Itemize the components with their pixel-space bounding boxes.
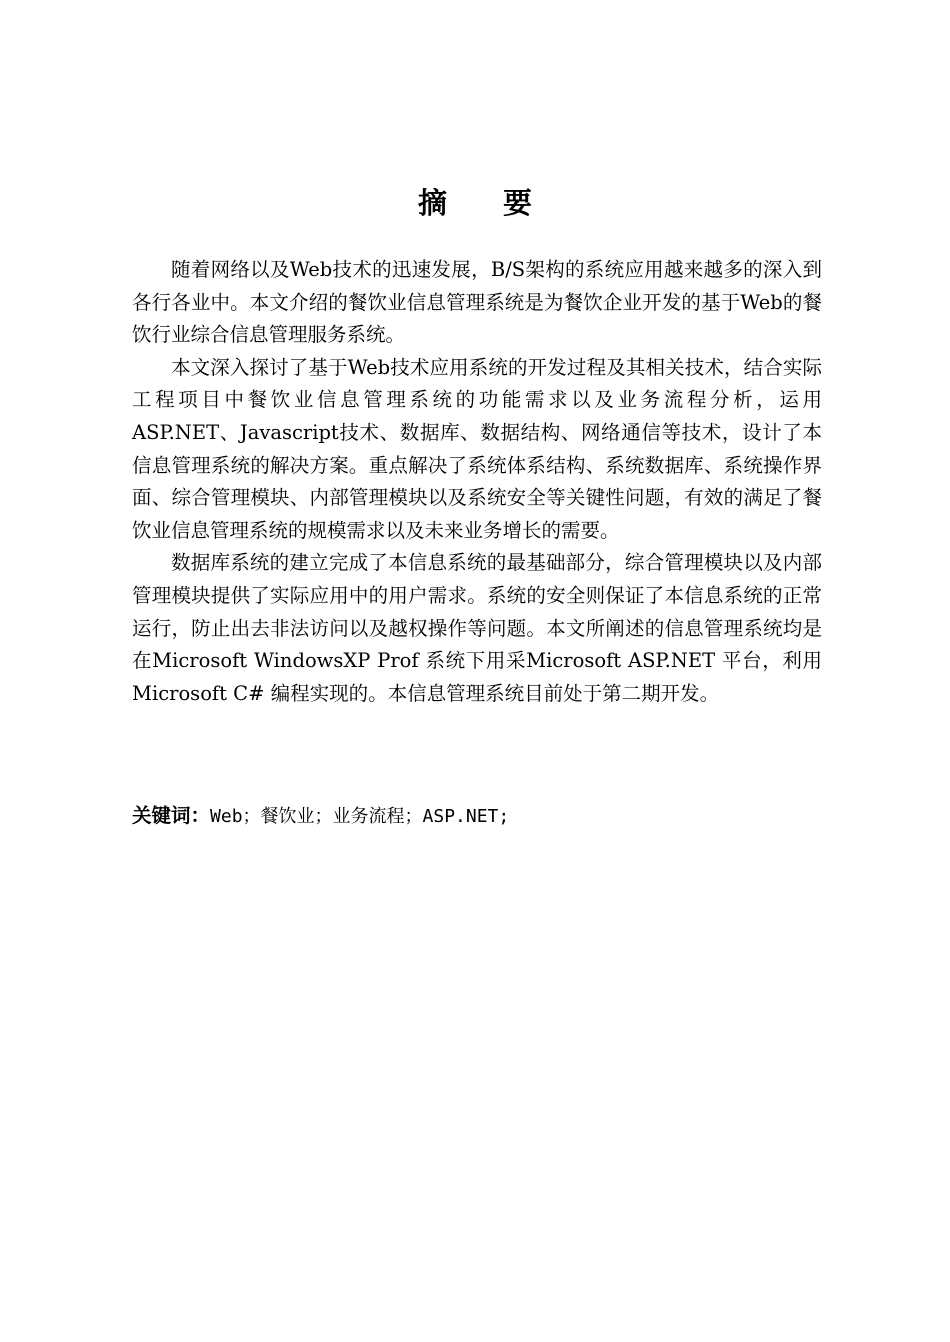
keywords-label: 关键词： bbox=[132, 804, 211, 827]
keywords-value: Web；餐饮业；业务流程；ASP.NET; bbox=[210, 806, 510, 827]
abstract-paragraph-2: 本文深入探讨了基于Web技术应用系统的开发过程及其相关技术，结合实际工程项目中餐饮业信息管理系统的功能需求以及业务流程分析，运用ASP.NET、Javascript技术、数据库、数据结构、网络通信等技术，设计了本信息管理系统的解决方案。重点解决了系统体系结构、系统数据库、系统操作界面、综合管理模块、内部管理模块以及系统安全等关键性问题，有效的满足了餐饮业信息管理系统的规模需求以及未来业务增长的需要。 bbox=[132, 355, 822, 542]
abstract-paragraph-1: 随着网络以及Web技术的迅速发展，B/S架构的系统应用越来越多的深入到各行各业中。本文介绍的餐饮业信息管理系统是为餐饮企业开发的基于Web的餐饮行业综合信息管理服务系统。 bbox=[132, 258, 822, 347]
abstract-paragraph-3: 数据库系统的建立完成了本信息系统的最基础部分，综合管理模块以及内部管理模块提供了实际应用中的用户需求。系统的安全则保证了本信息系统的正常运行，防止出去非法访问以及越权操作等问题。本文所阐述的信息管理系统均是在Microsoft WindowsXP Prof 系统下用采Microsoft ASP.NET 平台，利用Microsoft C# 编程实现的。本信息管理系统目前处于第二期开发。 bbox=[132, 551, 822, 705]
abstract-body bbox=[132, 254, 822, 710]
abstract-title: 摘要 bbox=[417, 186, 588, 220]
keywords-line bbox=[132, 801, 822, 832]
